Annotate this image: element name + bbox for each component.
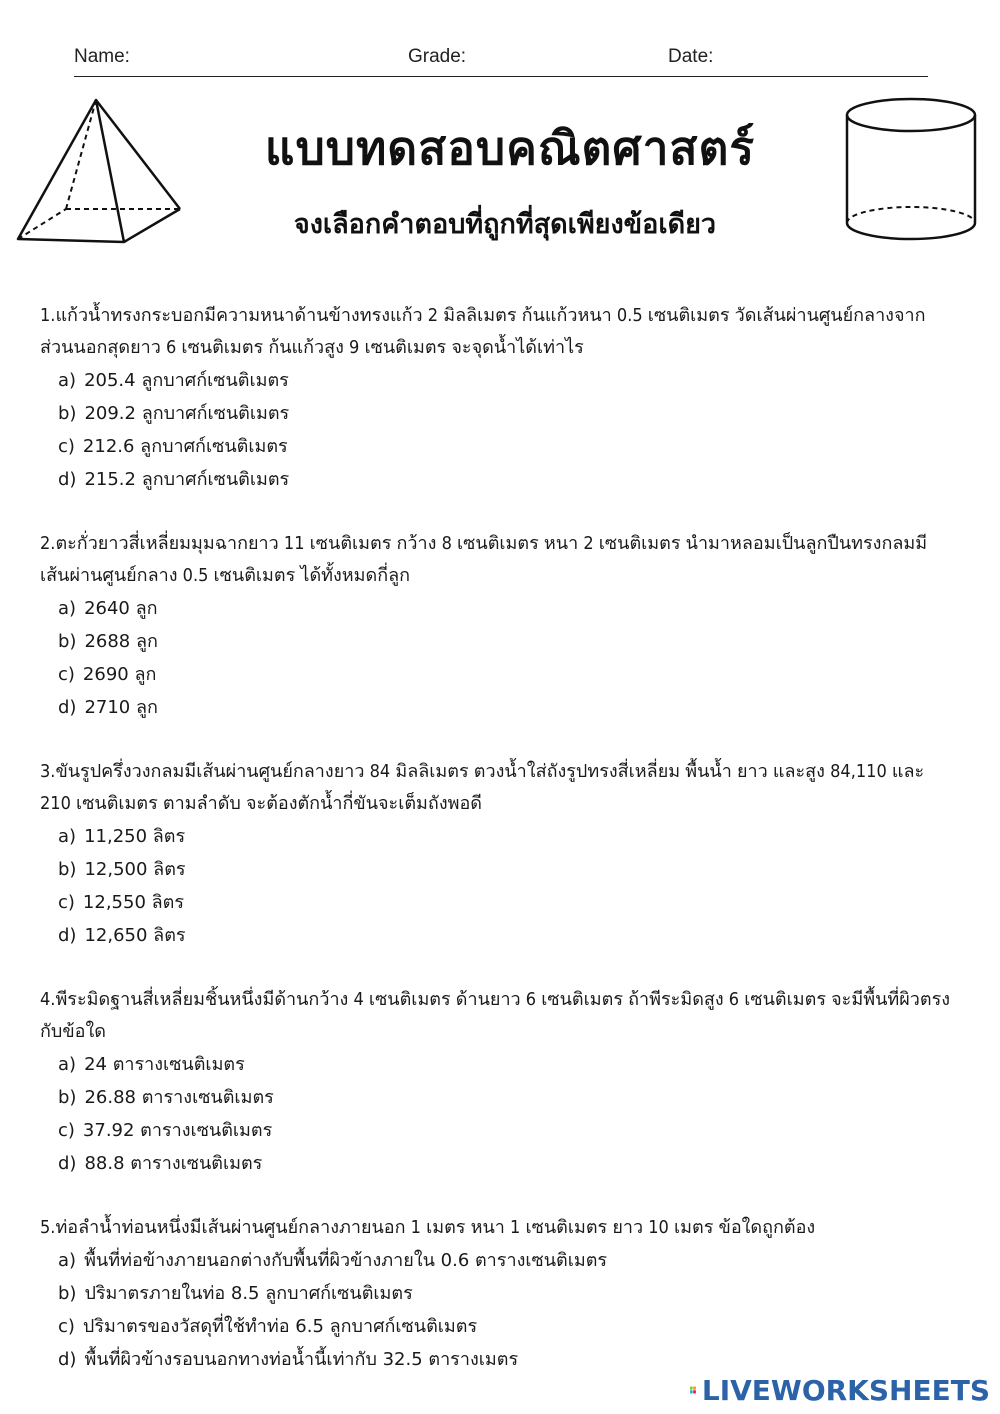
option-key: d) bbox=[58, 1153, 77, 1174]
answer-option[interactable] bbox=[40, 397, 955, 430]
answer-option[interactable] bbox=[40, 1277, 955, 1310]
option-text: 88.8 ตารางเซนติเมตร bbox=[84, 1153, 263, 1174]
question-text: 3.ขันรูปครึ่งวงกลมมีเส้นผ่านศูนย์กลางยาว 84 มิลลิเมตร ตวงน้ำใส่ถังรูปทรงสี่เหลี่ยม พื้นน้ำ ยาว และสูง 84,110 และ 210 เซนติเมตร ตามลำดับ จะต้องตักน้ำกี่ขันจะเต็มถังพอดี bbox=[40, 761, 925, 814]
option-key: b) bbox=[58, 403, 77, 424]
answer-option[interactable] bbox=[40, 364, 955, 397]
student-info-row bbox=[74, 44, 928, 77]
question-2 bbox=[40, 528, 955, 724]
option-text: 2710 ลูก bbox=[84, 697, 158, 718]
answer-option[interactable] bbox=[40, 1048, 955, 1081]
answer-option[interactable] bbox=[40, 1244, 955, 1277]
option-text: 2640 ลูก bbox=[84, 598, 158, 619]
option-key: a) bbox=[58, 370, 77, 391]
answer-option[interactable] bbox=[40, 430, 955, 463]
page-instruction: จงเลือกคำตอบที่ถูกที่สุดเพียงข้อเดียว bbox=[293, 209, 717, 240]
option-key: c) bbox=[58, 1120, 75, 1141]
option-text: 12,650 ลิตร bbox=[84, 925, 186, 946]
option-key: b) bbox=[58, 859, 77, 880]
name-label: Name: bbox=[74, 46, 130, 67]
answer-option[interactable] bbox=[40, 853, 955, 886]
page-title: แบบทดสอบคณิตศาสตร์ bbox=[264, 121, 756, 175]
option-text: 209.2 ลูกบาศก์เซนติเมตร bbox=[84, 403, 290, 424]
answer-option[interactable] bbox=[40, 919, 955, 952]
option-key: b) bbox=[58, 1283, 77, 1304]
option-text: 2690 ลูก bbox=[82, 664, 157, 685]
option-text: 26.88 ตารางเซนติเมตร bbox=[84, 1087, 274, 1108]
option-key: a) bbox=[58, 1054, 77, 1075]
answer-option[interactable] bbox=[40, 1114, 955, 1147]
date-label: Date: bbox=[668, 46, 714, 67]
question-text: 2.ตะกั่วยาวสี่เหลี่ยมมุมฉากยาว 11 เซนติเมตร กว้าง 8 เซนติเมตร หนา 2 เซนติเมตร นำมาหลอมเป็นลูกปืนทรงกลมมีเส้นผ่านศูนย์กลาง 0.5 เซนติเมตร ได้ทั้งหมดกี่ลูก bbox=[40, 533, 928, 586]
option-text: 12,550 ลิตร bbox=[82, 892, 185, 913]
cylinder-icon bbox=[840, 95, 982, 245]
option-text: 205.4 ลูกบาศก์เซนติเมตร bbox=[84, 370, 289, 391]
brand-watermark bbox=[690, 1372, 990, 1408]
option-key: b) bbox=[58, 631, 77, 652]
option-key: a) bbox=[58, 826, 77, 847]
option-key: b) bbox=[58, 1087, 77, 1108]
question-text: 5.ท่อลำน้ำท่อนหนึ่งมีเส้นผ่านศูนย์กลางภายนอก 1 เมตร หนา 1 เซนติเมตร ยาว 10 เมตร ข้อใดถูกต้อง bbox=[40, 1217, 816, 1238]
answer-option[interactable] bbox=[40, 1147, 955, 1180]
option-key: c) bbox=[58, 664, 75, 685]
option-key: d) bbox=[58, 697, 77, 718]
option-text: พื้นที่ท่อข้างภายนอกต่างกับพื้นที่ผิวข้างภายใน 0.6 ตารางเซนติเมตร bbox=[84, 1250, 608, 1271]
question-4 bbox=[40, 984, 955, 1180]
option-key: a) bbox=[58, 598, 77, 619]
option-text: ปริมาตรภายในท่อ 8.5 ลูกบาศก์เซนติเมตร bbox=[84, 1283, 413, 1304]
option-key: c) bbox=[58, 436, 75, 457]
question-1 bbox=[40, 300, 955, 496]
option-key: c) bbox=[58, 892, 75, 913]
answer-option[interactable] bbox=[40, 691, 955, 724]
question-text: 4.พีระมิดฐานสี่เหลี่ยมชิ้นหนึ่งมีด้านกว้าง 4 เซนติเมตร ด้านยาว 6 เซนติเมตร ถ้าพีระมิดสูง 6 เซนติเมตร จะมีพื้นที่ผิวตรงกับข้อใด bbox=[40, 989, 951, 1042]
pyramid-icon bbox=[14, 96, 186, 244]
option-key: a) bbox=[58, 1250, 77, 1271]
answer-option[interactable] bbox=[40, 1310, 955, 1343]
answer-option[interactable] bbox=[40, 1081, 955, 1114]
answer-option[interactable] bbox=[40, 886, 955, 919]
option-text: 215.2 ลูกบาศก์เซนติเมตร bbox=[84, 469, 290, 490]
answer-option[interactable] bbox=[40, 463, 955, 496]
question-3 bbox=[40, 756, 955, 952]
liveworksheets-logo-icon bbox=[690, 1377, 696, 1403]
grade-label: Grade: bbox=[408, 46, 467, 67]
option-key: d) bbox=[58, 925, 77, 946]
option-key: c) bbox=[58, 1316, 75, 1337]
answer-option[interactable] bbox=[40, 820, 955, 853]
question-5 bbox=[40, 1212, 955, 1376]
option-text: 24 ตารางเซนติเมตร bbox=[84, 1054, 245, 1075]
brand-text: LIVEWORKSHEETS bbox=[701, 1373, 990, 1407]
option-text: 11,250 ลิตร bbox=[84, 826, 186, 847]
option-text: 12,500 ลิตร bbox=[84, 859, 186, 880]
option-key: d) bbox=[58, 469, 77, 490]
option-text: 2688 ลูก bbox=[84, 631, 158, 652]
answer-option[interactable] bbox=[40, 592, 955, 625]
option-text: พื้นที่ผิวข้างรอบนอกทางท่อน้ำนี้เท่ากับ 32.5 ตารางเมตร bbox=[84, 1349, 519, 1370]
question-list bbox=[40, 300, 955, 1408]
answer-option[interactable] bbox=[40, 625, 955, 658]
option-text: ปริมาตรของวัสดุที่ใช้ทำท่อ 6.5 ลูกบาศก์เซนติเมตร bbox=[82, 1316, 478, 1337]
answer-option[interactable] bbox=[40, 658, 955, 691]
question-text: 1.แก้วน้ำทรงกระบอกมีความหนาด้านข้างทรงแก้ว 2 มิลลิเมตร ก้นแก้วหนา 0.5 เซนติเมตร วัดเส้นผ่านศูนย์กลางจากส่วนนอกสุดยาว 6 เซนติเมตร ก้นแก้วสูง 9 เซนติเมตร จะจุดน้ำได้เท่าไร bbox=[40, 305, 926, 358]
option-text: 37.92 ตารางเซนติเมตร bbox=[82, 1120, 273, 1141]
option-key: d) bbox=[58, 1349, 77, 1370]
option-text: 212.6 ลูกบาศก์เซนติเมตร bbox=[82, 436, 288, 457]
